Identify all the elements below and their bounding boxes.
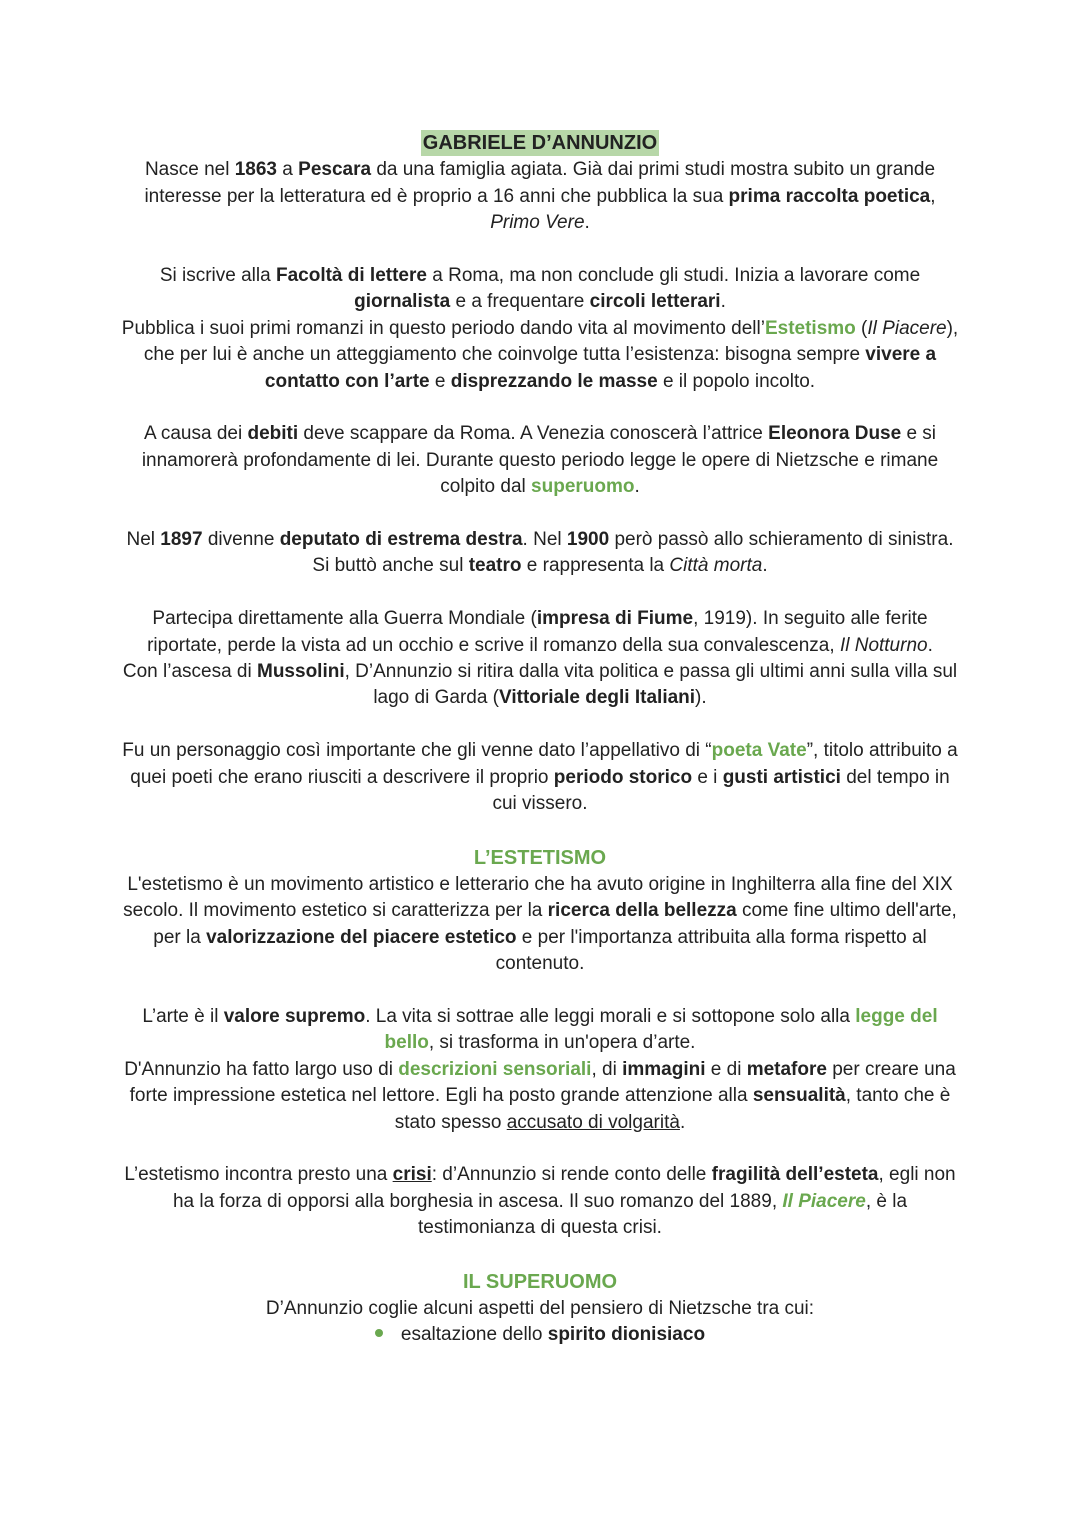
paragraph-mussolini: Con l’ascesa di Mussolini, D’Annunzio si ritira dalla vita politica e passa gli ultimi anni sulla villa sul lago di Garda (Vittoriale degli Italiani). xyxy=(122,661,958,709)
paragraph-vate: Fu un personaggio così importante che gli venne dato l’appellativo di “poeta Vate”, titolo attribuito a quei poeti che erano riusciti a descrivere il proprio periodo storico e i gusti artistici del tempo in cui vissero. xyxy=(122,740,958,815)
spacer xyxy=(120,395,960,421)
paragraph-estetismo-def: L'estetismo è un movimento artistico e letterario che ha avuto origine in Inghilterra alla fine del XIX secolo. Il movimento estetico si caratterizza per la ricerca della bellezza come fine ultimo dell'arte, per la valorizzazione del piacere estetico e per l'importanza attribuita alla forma rispetto al contenuto. xyxy=(123,873,957,975)
spacer xyxy=(120,1242,960,1268)
bullet-dot-icon xyxy=(375,1329,383,1337)
spacer xyxy=(120,712,960,738)
spacer xyxy=(120,580,960,606)
paragraph-nietzsche: D’Annunzio coglie alcuni aspetti del pensiero di Nietzsche tra cui: xyxy=(265,1297,815,1319)
main-heading: GABRIELE D’ANNUNZIO xyxy=(422,132,658,154)
spacer xyxy=(120,978,960,1004)
paragraph-novels: Pubblica i suoi primi romanzi in questo periodo dando vita al movimento dell’Estetismo (Il Piacere), che per lui è anche un atteggiamento che coinvolge tutta l’esistenza: bisogna sempre vivere a contatto con l’arte e disprezzando le masse e il popolo incolto. xyxy=(121,317,959,392)
paragraph-crisi: L’estetismo incontra presto una crisi: d’Annunzio si rende conto delle fragilità dell’esteta, egli non ha la forza di opporsi alla borghesia in ascesa. Il suo romanzo del 1889, Il Piacere, è la testimonianza di questa crisi. xyxy=(124,1164,956,1239)
paragraph-debts: A causa dei debiti deve scappare da Roma. A Venezia conoscerà l’attrice Eleonora Duse e si innamorerà profondamente di lei. Durante questo periodo legge le opere di Nietzsche e rimane colpito dal superuomo. xyxy=(141,423,939,498)
paragraph-university: Si iscrive alla Facoltà di lettere a Roma, ma non conclude gli studi. Inizia a lavorare come giornalista e a frequentare circoli letterari. xyxy=(159,265,921,313)
list-item: esaltazione dello spirito dionisiaco xyxy=(120,1322,960,1348)
paragraph-politics: Nel 1897 divenne deputato di estrema destra. Nel 1900 però passò allo schieramento di sinistra. Si buttò anche sul teatro e rappresenta la Città morta. xyxy=(126,529,954,577)
paragraph-descrizioni: D'Annunzio ha fatto largo uso di descrizioni sensoriali, di immagini e di metafore per creare una forte impressione estetica nel lettore. Egli ha posto grande attenzione alla sensualità, tanto che è stato spesso accusato di volgarità. xyxy=(124,1058,956,1133)
document-page xyxy=(120,130,960,1349)
spacer xyxy=(120,237,960,263)
section-heading-estetismo: L’ESTETISMO xyxy=(473,846,607,869)
paragraph-birth: Nasce nel 1863 a Pescara da una famiglia agiata. Già dai primi studi mostra subito un grande interesse per la letteratura ed è proprio a 16 anni che pubblica la sua prima raccolta poetica, Primo Vere. xyxy=(144,159,936,234)
section-heading-superuomo: IL SUPERUOMO xyxy=(462,1270,618,1293)
paragraph-arte: L’arte è il valore supremo. La vita si sottrae alle leggi morali e si sottopone solo alla legge del bello, si trasforma in un'opera d’arte. xyxy=(142,1005,938,1054)
spacer xyxy=(120,1136,960,1162)
paragraph-war: Partecipa direttamente alla Guerra Mondiale (impresa di Fiume, 1919). In seguito alle ferite riportate, perde la vista ad un occhio e scrive il romanzo della sua convalescenza, Il Notturno. xyxy=(147,608,933,656)
title-line xyxy=(120,130,960,157)
spacer xyxy=(120,501,960,527)
bullet-list xyxy=(120,1322,960,1348)
spacer xyxy=(120,817,960,843)
